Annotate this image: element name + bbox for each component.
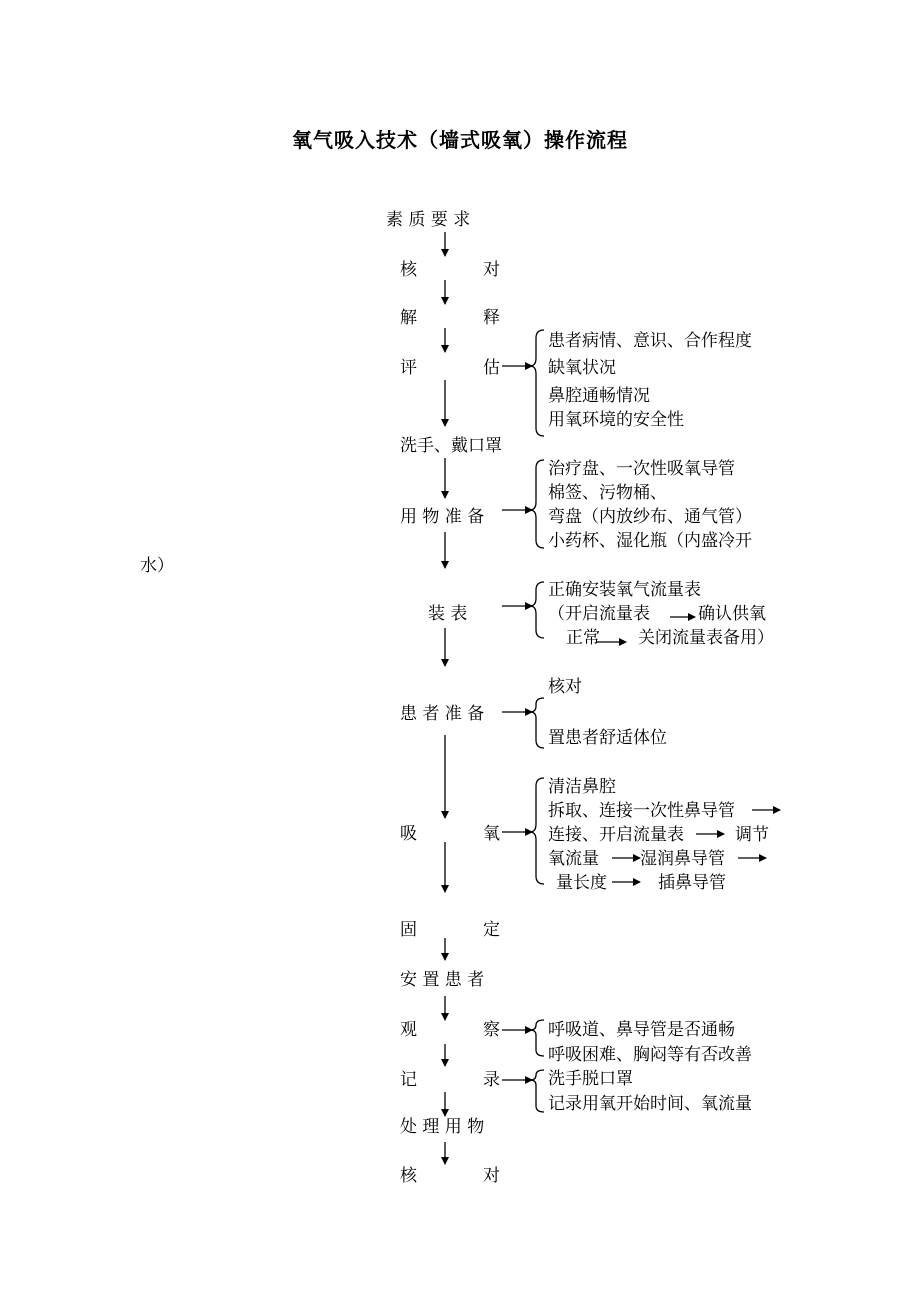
step-fix-a: 固: [400, 920, 417, 940]
note-prep: 弯盘（内放纱布、通气管）: [548, 507, 752, 527]
step-dispose: 处 理 用 物: [400, 1117, 485, 1137]
note-oxygen: 插鼻导管: [658, 873, 726, 893]
brace: [530, 778, 544, 884]
note-assess: 缺氧状况: [548, 358, 616, 378]
note-prep-overflow: 水）: [140, 556, 174, 576]
note-assess: 鼻腔通畅情况: [548, 386, 650, 406]
brace: [530, 330, 544, 436]
step-mount: 装 表: [428, 604, 468, 624]
step-observe-a: 观: [400, 1020, 417, 1040]
note-oxygen: 调节: [735, 825, 769, 845]
note-record: 洗手脱口罩: [548, 1069, 633, 1089]
step-record-a: 记: [400, 1070, 417, 1090]
step-check1-a: 核: [400, 260, 417, 280]
note-observe: 呼吸困难、胸闷等有否改善: [548, 1045, 752, 1065]
note-prep: 小药杯、湿化瓶（内盛冷开: [548, 531, 752, 551]
note-oxygen: 清洁鼻腔: [548, 777, 616, 797]
step-wash: 洗手、戴口罩: [400, 436, 502, 456]
brace: [530, 698, 544, 748]
step-fix-b: 定: [483, 920, 500, 940]
note-observe: 呼吸道、鼻导管是否通畅: [548, 1020, 735, 1040]
step-assess-b: 估: [483, 358, 500, 378]
brace: [530, 1020, 544, 1056]
note-oxygen: 湿润鼻导管: [640, 849, 725, 869]
note-record: 记录用氧开始时间、氧流量: [548, 1094, 752, 1114]
note-mount: 关闭流量表备用）: [638, 628, 774, 648]
note-oxygen: 拆取、连接一次性鼻导管: [548, 801, 735, 821]
brace: [530, 460, 544, 548]
page-title: 氧气吸入技术（墙式吸氧）操作流程: [292, 128, 628, 152]
step-observe-b: 察: [483, 1020, 500, 1040]
note-oxygen: 连接、开启流量表: [548, 825, 684, 845]
step-explain-b: 释: [483, 308, 500, 328]
note-prep: 棉签、污物桶、: [548, 483, 667, 503]
note-oxygen: 氧流量: [548, 849, 599, 869]
step-explain-a: 解: [400, 308, 417, 328]
note-mount: 确认供氧: [698, 604, 766, 624]
note-oxygen: 量长度: [556, 873, 607, 893]
step-assess-a: 评: [400, 358, 417, 378]
step-oxygen-a: 吸: [400, 824, 417, 844]
note-assess: 用氧环境的安全性: [548, 410, 684, 430]
note-mount: 正常: [566, 628, 600, 648]
step-quality: 素 质 要 求: [386, 210, 471, 230]
note-mount: （开启流量表: [548, 604, 650, 624]
note-patient: 核对: [548, 677, 582, 697]
note-assess: 患者病情、意识、合作程度: [548, 331, 752, 351]
step-settle: 安 置 患 者: [400, 970, 485, 990]
step-patient-prep: 患 者 准 备: [400, 704, 485, 724]
step-check2-b: 对: [483, 1166, 500, 1186]
note-patient: 置患者舒适体位: [548, 728, 667, 748]
step-prep-items: 用 物 准 备: [400, 507, 485, 527]
note-mount: 正确安装氧气流量表: [548, 580, 701, 600]
note-prep: 治疗盘、一次性吸氧导管: [548, 459, 735, 479]
brace: [530, 582, 544, 638]
step-oxygen-b: 氧: [483, 824, 500, 844]
step-record-b: 录: [483, 1070, 500, 1090]
step-check1-b: 对: [483, 260, 500, 280]
brace: [530, 1070, 544, 1112]
step-check2-a: 核: [400, 1166, 417, 1186]
